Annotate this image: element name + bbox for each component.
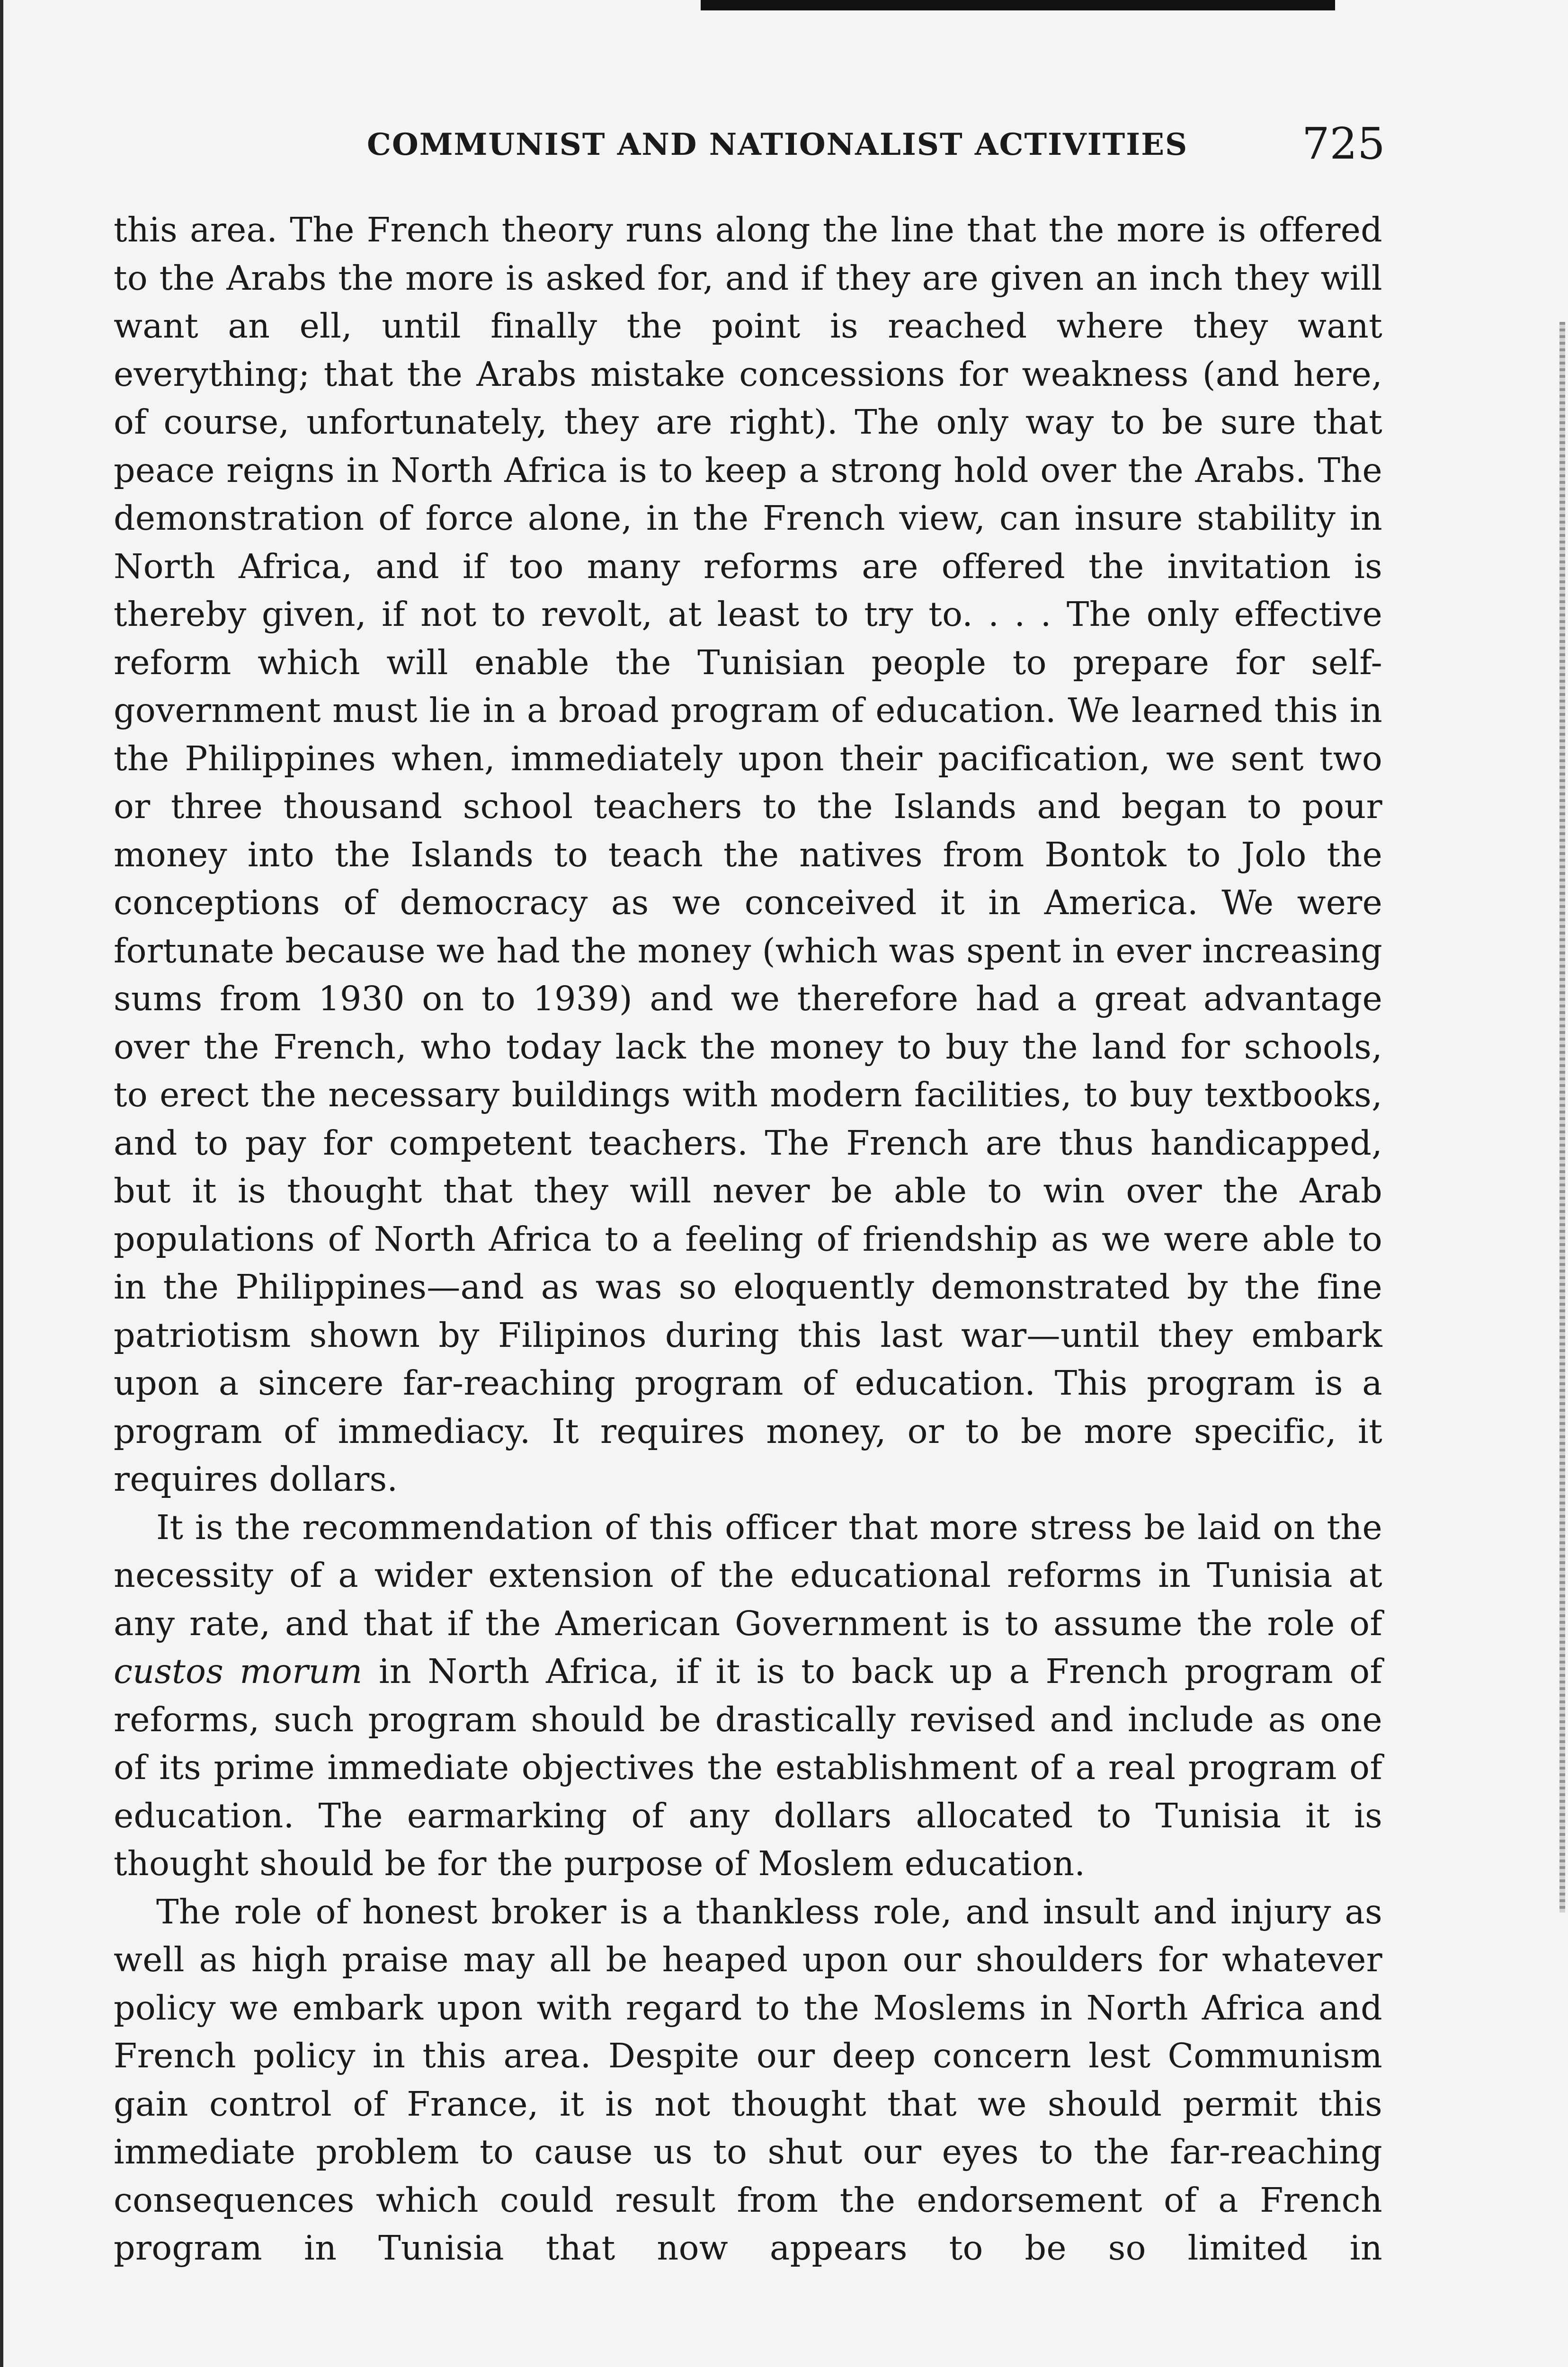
right-binding-edge bbox=[1559, 322, 1565, 1913]
paragraph-1: this area. The French theory runs along the line that the more is offered to the Arabs the more is asked for, and if they are given an inch they will want an ell, until finally the point is reached where they want everything; that the Arabs mistake concessions for weakness (and here, of course, unfortunately, they are right). The only way to be sure that peace reigns in North Africa is to keep a strong hold over the Arabs. The demonstration of force alone, in the French view, can insure stability in North Africa, and if too many reforms are offered the invitation is thereby given, if not to revolt, at least to try to. . . . The only effective reform which will enable the Tunisian people to prepare for self-government must lie in a broad program of education. We learned this in the Philippines when, immediately upon their pacification, we sent two or three thousand school teachers to the Islands and began to pour money into the Islands to teach the natives from Bontok to Jolo the conceptions of democracy as we conceived it in America. We were fortunate because we had the money (which was spent in ever increasing sums from 1930 on to 1939) and we therefore had a great advantage over the French, who today lack the money to buy the land for schools, to erect the necessary buildings with modern facilities, to buy textbooks, and to pay for competent teachers. The French are thus handicapped, but it is thought that they will never be able to win over the Arab populations of North Africa to a feeling of friendship as we were able to in the Philippines—and as was so eloquently demonstrated by the fine patriotism shown by Filipinos during this last war—until they embark upon a sincere far-reaching program of education. This program is a program of immediacy. It requires money, or to be more specific, it requires dollars. bbox=[114, 210, 1382, 1499]
paragraph-2 bbox=[114, 1504, 1382, 1888]
page-number: 725 bbox=[1302, 118, 1385, 169]
paragraph-2-text-start: It is the recommendation of this officer that more stress be laid on the necessity of a wider extension of the educational reforms in Tunisia at any rate, and that if the American Government is to assume the role of bbox=[114, 1507, 1382, 1643]
top-edge-rule bbox=[701, 0, 1335, 10]
body-text bbox=[114, 206, 1382, 2272]
paragraph-3: The role of honest broker is a thankless role, and insult and injury as well as high praise may all be heaped upon our shoulders for whatever policy we embark upon with regard to the Moslems in North Africa and French policy in this area. Despite our deep concern lest Communism gain control of France, it is not thought that we should permit this immediate problem to cause us to shut our eyes to the far-reaching consequences which could result from the endorsement of a French program in Tunisia that now appears to be so limited in bbox=[114, 1892, 1382, 2268]
paragraph-2-latin-term: custos morum bbox=[114, 1652, 363, 1691]
paragraph-2-text-end: in North Africa, if it is to back up a French program of reforms, such program should be drastically revised and include as one of its prime immediate objectives the establishment of a real program of education. The earmarking of any dollars allocated to Tunisia it is thought should be for the purpose of Moslem education. bbox=[114, 1652, 1383, 1883]
left-page-edge bbox=[0, 0, 3, 2367]
running-head: COMMUNIST AND NATIONALIST ACTIVITIES bbox=[367, 127, 1188, 162]
